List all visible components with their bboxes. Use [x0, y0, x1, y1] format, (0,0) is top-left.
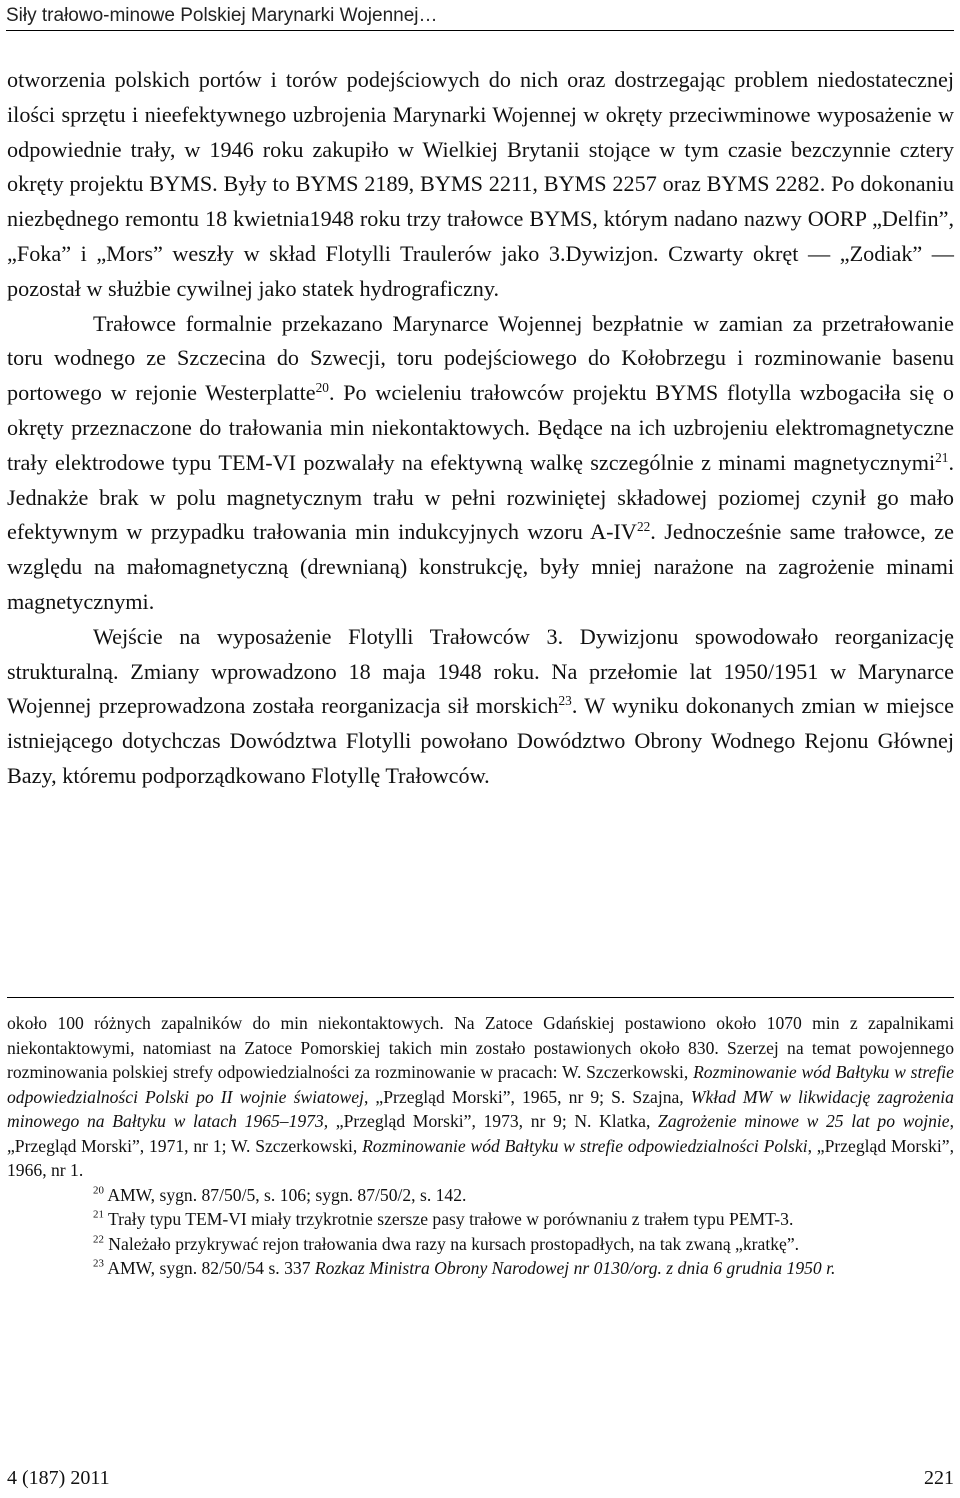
footnote-continuation [7, 1011, 954, 1183]
footnote-separator [7, 997, 954, 998]
footnote-20-text: AMW, sygn. 87/50/5, s. 106; sygn. 87/50/2, s. 142. [103, 1184, 467, 1205]
footnote-cont-title-4: Rozminowanie wód Bałtyku w strefie odpowiedzialności Polski [362, 1135, 808, 1156]
footnote-cont-title-2: Wkład MW w likwidację zagrożenia minowego na Bałtyku w latach 1965–1973, [7, 1086, 954, 1131]
paragraph-1: otworzenia polskich portów i torów podejściowych do nich oraz dostrzegając problem niedostatecznej ilości sprzętu i nieefektywnego uzbrojenia Marynarki Wojennej w okręty przeciwminowe wyposażenie w odpowiednie trały, w 1946 roku zakupiło w Wielkiej Brytanii stojące w tym czasie bezczynnie cztery okręty projektu BYMS. Były to BYMS 2189, BYMS 2211, BYMS 2257 oraz BYMS 2282. Po dokonaniu niezbędnego remontu 18 kwietnia1948 roku trzy trałowce BYMS, którym nadano nazwy OORP „Delfin”, „Foka” i „Mors” weszły w skład Flotylli Traulerów jako 3.Dywizjon. Czwarty okręt — „Zodiak” — pozostał w służbie cywilnej jako statek hydrograficzny. [7, 67, 954, 301]
footnote-cont-text-3: „Przegląd Morski”, 1973, nr 9; N. Klatka, [328, 1111, 659, 1131]
paragraph-2-text-b: . Po wcieleniu trałowców projektu BYMS flotylla wzbogaciła się o okręty przeznaczone do trałowania min niekontaktowych. Będące na ich uzbrojeniu elektromagnetyczne trały elektrodowe typu TEM-VI pozwalały na efektywną walkę szczególnie z minami magnetycznymi [7, 380, 954, 475]
footnote-20-number: 20 [93, 1183, 104, 1196]
footnote-ref-20[interactable]: 20 [315, 379, 329, 395]
running-header [6, 2, 954, 31]
footnote-cont-text-1: około 100 różnych zapalników do min niekontaktowych. Na Zatoce Gdańskiej postawiono około 1070 min z zapalnikami niekontaktowymi, natomiast na Zatoce Pomorskiej takich min zostało postawionych około 830. Szerzej na temat powojennego rozminowania polskiej strefy odpowiedzialności za rozminowanie w pracach: W. Szczerkowski, [7, 1013, 954, 1082]
page-footer [7, 1465, 954, 1491]
footnote-21 [7, 1207, 954, 1232]
paragraph-2-text-c: . Jednakże brak w polu magnetycznym trału w pełni rozwiniętej składowej poziomej czynił go mało efektywnym w przypadku trałowania min indukcyjnych wzoru A-IV [7, 449, 954, 545]
paragraph-2-text-a: Trałowce formalnie przekazano Marynarce Wojennej bezpłatnie w zamian za przetrałowanie toru wodnego ze Szczecina do Szwecji, toru podejściowego do Kołobrzegu i rozminowanie basenu portowego w rejonie Westerplatte [7, 310, 954, 406]
footnote-23 [7, 1256, 954, 1281]
footnote-cont-text-4: , „Przegląd Morski”, 1971, nr 1; W. Szczerkowski, [7, 1111, 954, 1156]
footnote-cont-text-2: , „Przegląd Morski”, 1965, nr 9; S. Szajna, [363, 1086, 691, 1107]
footnote-23-number: 23 [93, 1257, 104, 1270]
footnote-21-number: 21 [93, 1208, 104, 1221]
paragraph-3-text-a: Wejście na wyposażenie Flotylli Trałowców 3. Dywizjonu spowodowało reorganizację strukturalną. Zmiany wprowadzono 18 maja 1948 roku. Na przełomie lat 1950/1951 w Marynarce Wojennej przeprowadzona została reorganizacja sił morskich [7, 623, 954, 719]
footnote-22-text: Należało przykrywać rejon trałowania dwa razy na kursach prostopadłych, na tak zwaną „kratkę”. [103, 1233, 800, 1254]
running-title: Siły trałowo-minowe Polskiej Marynarki Wojennej… [6, 5, 438, 26]
footnote-ref-21[interactable]: 21 [935, 449, 949, 465]
paragraph-3 [7, 620, 954, 794]
page-number: 221 [924, 1467, 954, 1489]
footnote-20 [7, 1183, 954, 1208]
main-text [7, 63, 954, 794]
footnote-cont-text-5: , „Przegląd Morski”, 1966, nr 1. [7, 1135, 954, 1180]
footnote-ref-22[interactable]: 22 [636, 519, 651, 535]
footnotes [7, 1011, 954, 1281]
paragraph-2-text-d: . Jednocześnie same trałowce, ze względu na małomagnetyczną (drewnianą) konstrukcję, były mniej narażone na zagrożenie minami magnetycznymi. [7, 519, 954, 614]
footnote-22 [7, 1232, 954, 1257]
footnote-23-text: AMW, sygn. 82/50/54 s. 337 [103, 1258, 315, 1278]
paragraph-2 [7, 307, 954, 620]
footnote-cont-title-3: Zagrożenie minowe w 25 lat po wojnie [658, 1111, 950, 1131]
issue-number: 4 (187) 2011 [7, 1467, 110, 1489]
footnote-cont-title-1: Rozminowanie wód Bałtyku w strefie odpowiedzialności Polski po II wojnie światowej [7, 1062, 954, 1107]
paragraph-3-text-b: . W wyniku dokonanych zmian w miejsce istniejącego dotychczas Dowództwa Flotylli powołano Dowództwo Obrony Wodnego Rejonu Głównej Bazy, któremu podporządkowano Flotyllę Trałowców. [7, 693, 954, 788]
footnote-21-text: Trały typu TEM-VI miały trzykrotnie szersze pasy trałowe w porównaniu z trałem typu PEMT-3. [103, 1209, 794, 1229]
footnote-22-number: 22 [93, 1232, 104, 1245]
footnote-ref-23[interactable]: 23 [558, 693, 572, 709]
footnote-23-title: Rozkaz Ministra Obrony Narodowej nr 0130/org. z dnia 6 grudnia 1950 r. [314, 1258, 836, 1278]
